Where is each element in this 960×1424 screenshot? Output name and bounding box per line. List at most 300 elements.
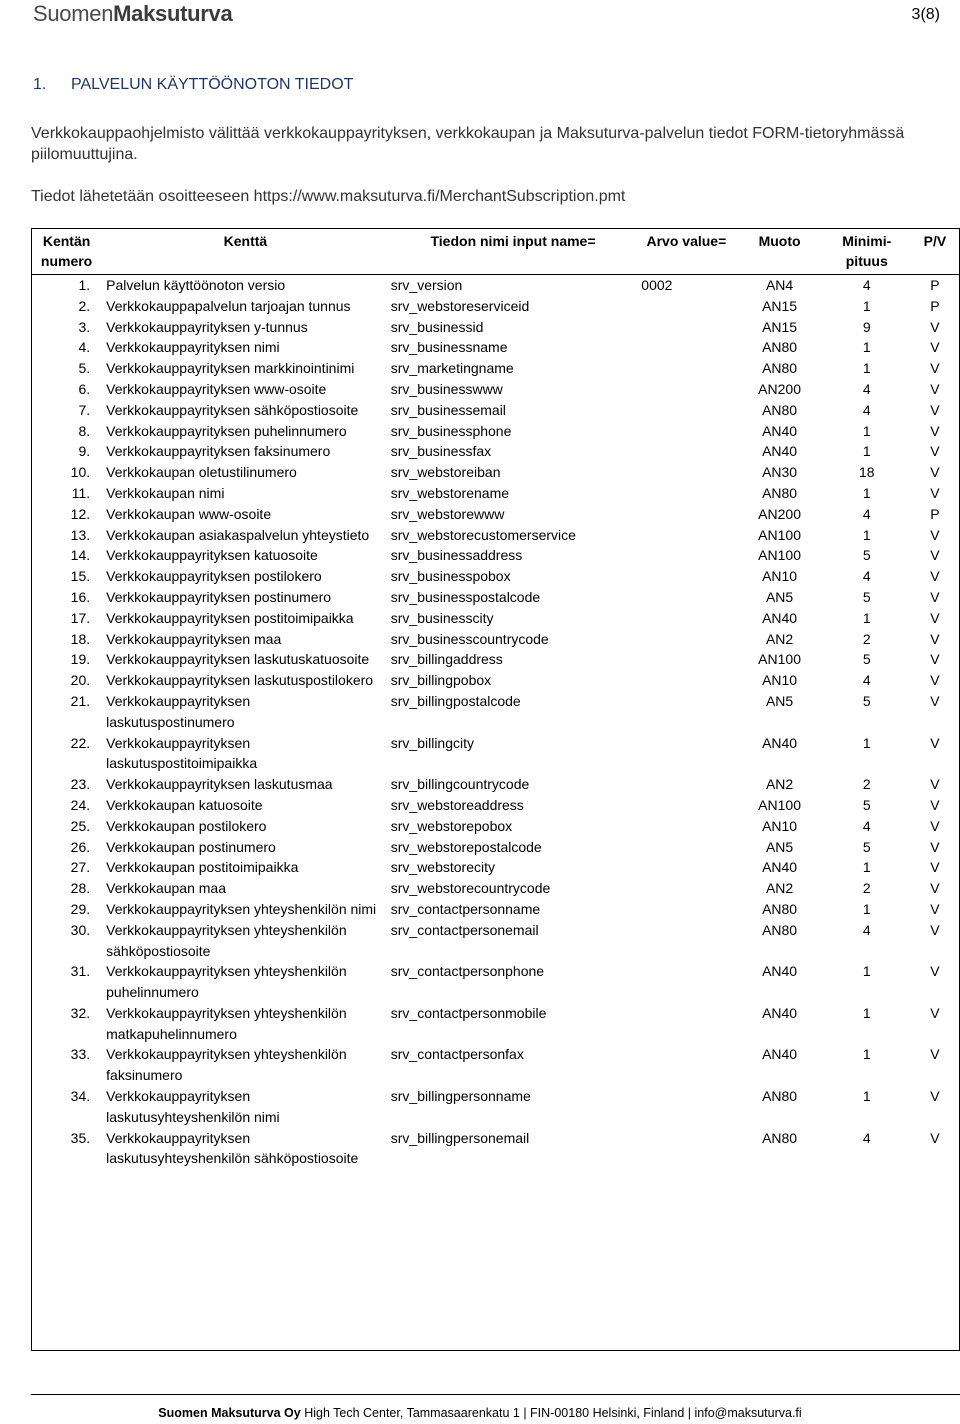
row-value <box>637 337 735 358</box>
row-input-name: srv_billingcountrycode <box>390 776 530 793</box>
row-field: Verkkokauppayrityksen nimi <box>106 339 280 356</box>
row-value <box>637 462 735 483</box>
row-value <box>637 296 735 317</box>
row-pv: V <box>930 1046 940 1063</box>
table-row <box>31 774 960 795</box>
row-value <box>637 837 735 858</box>
row-number: 6. <box>78 380 91 397</box>
table-row <box>31 483 960 504</box>
row-input-name: srv_businessfax <box>390 443 492 460</box>
row-pv: V <box>930 880 940 897</box>
header-format: Muoto <box>758 233 801 249</box>
table-row <box>31 608 960 629</box>
row-value <box>637 733 735 775</box>
row-minlen: 1 <box>862 339 871 356</box>
row-pv: V <box>930 609 940 626</box>
header-pv: P/V <box>923 233 947 249</box>
row-number: 24. <box>70 796 91 813</box>
row-format: AN5 <box>765 692 794 709</box>
row-input-name: srv_billingcity <box>390 734 474 751</box>
table-row <box>31 857 960 878</box>
row-minlen: 5 <box>862 651 871 668</box>
row-number: 19. <box>70 651 91 668</box>
row-field: Verkkokauppayrityksen puhelinnumero <box>106 422 347 439</box>
table-row <box>31 816 960 837</box>
row-number: 12. <box>70 505 91 522</box>
row-input-name: srv_businesscountrycode <box>390 630 549 647</box>
row-input-name: srv_billingaddress <box>390 651 503 668</box>
table-header-row <box>31 228 960 275</box>
table-body <box>31 275 960 1170</box>
row-field: Verkkokauppayrityksen postinumero <box>106 588 332 605</box>
row-value: 0002 <box>641 277 673 293</box>
row-pv: P <box>930 277 940 293</box>
row-field: Verkkokauppayrityksen katuosoite <box>106 547 318 564</box>
row-field: Palvelun käyttöönoton versio <box>106 277 286 293</box>
row-format: AN100 <box>758 526 801 543</box>
section-title: PALVELUN KÄYTTÖÖNOTON TIEDOT <box>71 76 354 93</box>
row-input-name: srv_webstorewww <box>390 505 505 522</box>
row-value <box>637 670 735 691</box>
footer-address: High Tech Center, Tammasaarenkatu 1 <box>304 1406 520 1420</box>
row-pv: V <box>930 568 940 585</box>
row-value <box>637 1044 735 1086</box>
row-format: AN2 <box>765 776 794 793</box>
row-pv: V <box>930 796 940 813</box>
row-input-name: srv_webstorename <box>390 484 510 501</box>
row-number: 7. <box>78 401 91 418</box>
row-format: AN200 <box>758 505 801 522</box>
logo-text-bold: Maksuturva <box>113 1 233 26</box>
row-minlen: 4 <box>862 921 871 938</box>
row-minlen: 4 <box>862 672 871 689</box>
table-row <box>31 733 960 775</box>
row-input-name: srv_version <box>390 277 463 293</box>
table-row <box>31 920 960 962</box>
row-value <box>637 795 735 816</box>
row-format: AN5 <box>765 588 794 605</box>
row-minlen: 4 <box>862 817 871 834</box>
row-pv: V <box>930 339 940 356</box>
row-value <box>637 1086 735 1128</box>
table-row <box>31 1003 960 1045</box>
row-pv: V <box>930 651 940 668</box>
row-pv: V <box>930 318 940 335</box>
table-row <box>31 649 960 670</box>
row-pv: V <box>930 817 940 834</box>
row-number: 11. <box>71 484 91 501</box>
row-field: Verkkokauppayrityksen postitoimipaikka <box>106 609 354 626</box>
row-field: Verkkokauppayrityksen yhteyshenkilön puhelinnumero <box>106 963 347 1001</box>
row-minlen: 9 <box>862 318 871 335</box>
row-number: 1. <box>78 277 91 293</box>
row-minlen: 4 <box>862 505 871 522</box>
row-format: AN30 <box>762 464 798 481</box>
row-input-name: srv_contactpersonmobile <box>390 1004 547 1021</box>
row-format: AN200 <box>758 380 801 397</box>
row-number: 22. <box>70 734 91 751</box>
row-number: 32. <box>70 1004 91 1021</box>
row-input-name: srv_webstorepobox <box>390 817 513 834</box>
table-row <box>31 462 960 483</box>
table-row <box>31 275 960 296</box>
logo <box>33 3 232 27</box>
row-format: AN40 <box>762 963 798 980</box>
page-number: 3(8) <box>911 6 940 23</box>
row-pv: V <box>930 360 940 377</box>
table-row <box>31 587 960 608</box>
row-format: AN80 <box>762 900 798 917</box>
row-value <box>637 525 735 546</box>
table-row <box>31 837 960 858</box>
row-pv: V <box>930 1004 940 1021</box>
table-row <box>31 545 960 566</box>
row-number: 3. <box>78 318 91 335</box>
row-value <box>637 317 735 338</box>
row-format: AN80 <box>762 921 798 938</box>
row-pv: V <box>930 380 940 397</box>
row-pv: V <box>930 838 940 855</box>
row-value <box>637 899 735 920</box>
row-value <box>637 691 735 733</box>
row-minlen: 1 <box>862 900 871 917</box>
row-input-name: srv_contactpersonphone <box>390 963 545 980</box>
row-minlen: 1 <box>862 443 871 460</box>
row-field: Verkkokaupan www-osoite <box>106 505 272 522</box>
row-format: AN10 <box>762 568 798 585</box>
row-field: Verkkokauppayrityksen yhteyshenkilön sähköpostiosoite <box>106 921 347 959</box>
row-input-name: srv_businessaddress <box>390 547 523 564</box>
row-input-name: srv_businessphone <box>390 422 512 439</box>
row-number: 15. <box>70 568 91 585</box>
row-minlen: 1 <box>862 609 871 626</box>
row-pv: V <box>930 630 940 647</box>
row-value <box>637 545 735 566</box>
row-number: 21. <box>70 692 91 709</box>
row-format: AN4 <box>765 277 794 293</box>
row-format: AN10 <box>762 817 798 834</box>
row-number: 35. <box>70 1129 91 1146</box>
row-minlen: 1 <box>862 1004 871 1021</box>
row-format: AN40 <box>762 859 798 876</box>
row-number: 10. <box>70 464 91 481</box>
row-format: AN2 <box>765 630 794 647</box>
row-input-name: srv_businesspobox <box>390 568 511 585</box>
row-input-name: srv_contactpersonfax <box>390 1046 524 1063</box>
row-value <box>637 1003 735 1045</box>
row-number: 18. <box>70 630 91 647</box>
row-format: AN40 <box>762 1004 798 1021</box>
row-value <box>637 441 735 462</box>
row-format: AN100 <box>758 796 801 813</box>
row-input-name: srv_webstorepostalcode <box>390 838 542 855</box>
row-number: 8. <box>78 422 91 439</box>
row-number: 34. <box>70 1088 91 1105</box>
row-pv: V <box>930 734 940 751</box>
row-value <box>637 629 735 650</box>
row-number: 25. <box>70 817 91 834</box>
row-input-name: srv_webstorecountrycode <box>390 880 551 897</box>
table-row <box>31 358 960 379</box>
row-field: Verkkokauppayrityksen laskutuspostinumero <box>106 692 251 730</box>
header-value: Arvo value= <box>646 233 727 249</box>
row-format: AN80 <box>762 401 798 418</box>
table-row <box>31 691 960 733</box>
row-input-name: srv_contactpersonemail <box>390 921 539 938</box>
row-field: Verkkokauppayrityksen laskutuskatuosoite <box>106 651 370 668</box>
table-row <box>31 379 960 400</box>
row-minlen: 5 <box>862 692 871 709</box>
row-value <box>637 421 735 442</box>
row-minlen: 5 <box>862 588 871 605</box>
row-format: AN100 <box>758 651 801 668</box>
row-format: AN10 <box>762 672 798 689</box>
row-value <box>637 608 735 629</box>
row-number: 17. <box>70 609 91 626</box>
row-minlen: 1 <box>862 734 871 751</box>
row-minlen: 1 <box>862 859 871 876</box>
table-row <box>31 296 960 317</box>
row-input-name: srv_webstorecity <box>390 859 496 876</box>
address-paragraph: Tiedot lähetetään osoitteeseen https://www.maksuturva.fi/MerchantSubscription.pmt <box>31 188 626 205</box>
row-number: 26. <box>70 838 91 855</box>
row-field: Verkkokaupan postitoimipaikka <box>106 859 299 876</box>
row-minlen: 1 <box>862 1046 871 1063</box>
table-row <box>31 878 960 899</box>
row-field: Verkkokaupan maa <box>106 880 226 897</box>
footer-sep-1: | <box>523 1406 527 1420</box>
row-field: Verkkokauppayrityksen laskutuspostitoimipaikka <box>106 734 258 772</box>
row-number: 31. <box>70 963 91 980</box>
row-pv: V <box>930 588 940 605</box>
row-minlen: 1 <box>862 1088 871 1105</box>
row-format: AN40 <box>762 422 798 439</box>
row-input-name: srv_billingpobox <box>390 672 492 689</box>
row-number: 20. <box>70 672 91 689</box>
row-format: AN80 <box>762 1129 798 1146</box>
row-field: Verkkokauppayrityksen sähköpostiosoite <box>106 401 359 418</box>
row-input-name: srv_businesscity <box>390 609 494 626</box>
row-format: AN80 <box>762 1088 798 1105</box>
row-pv: V <box>930 859 940 876</box>
row-pv: V <box>930 672 940 689</box>
row-value <box>637 649 735 670</box>
table-row <box>31 1044 960 1086</box>
row-minlen: 4 <box>862 380 871 397</box>
row-format: AN80 <box>762 339 798 356</box>
row-value <box>637 1128 735 1170</box>
row-pv: V <box>930 1129 940 1146</box>
footer-sep-2: | <box>687 1406 692 1420</box>
table-row <box>31 525 960 546</box>
row-input-name: srv_billingpersonemail <box>390 1129 530 1146</box>
row-format: AN100 <box>758 547 801 564</box>
row-minlen: 1 <box>862 526 871 543</box>
row-field: Verkkokaupan nimi <box>106 484 225 501</box>
row-field: Verkkokaupan oletustilinumero <box>106 464 297 481</box>
row-number: 33. <box>70 1046 91 1063</box>
row-field: Verkkokauppayrityksen www-osoite <box>106 380 327 397</box>
row-minlen: 2 <box>862 880 871 897</box>
row-number: 30. <box>70 921 91 938</box>
row-number: 16. <box>70 588 91 605</box>
row-pv: V <box>930 464 940 481</box>
row-minlen: 2 <box>862 776 871 793</box>
table-row <box>31 566 960 587</box>
logo-text-light: Suomen <box>33 1 114 26</box>
row-pv: V <box>930 547 940 564</box>
table-row <box>31 504 960 525</box>
row-field: Verkkokauppayrityksen postilokero <box>106 568 322 585</box>
row-format: AN40 <box>762 734 798 751</box>
row-minlen: 18 <box>858 464 875 481</box>
table-row <box>31 629 960 650</box>
row-format: AN40 <box>762 1046 798 1063</box>
row-input-name: srv_webstoreaddress <box>390 796 524 813</box>
row-pv: P <box>930 297 940 314</box>
row-input-name: srv_billingpersonname <box>390 1088 531 1105</box>
row-pv: V <box>930 921 940 938</box>
row-format: AN5 <box>765 838 794 855</box>
fields-table <box>31 228 960 1169</box>
table-row <box>31 795 960 816</box>
row-input-name: srv_marketingname <box>390 360 514 377</box>
row-minlen: 4 <box>862 568 871 585</box>
row-field: Verkkokauppapalvelun tarjoajan tunnus <box>106 297 351 314</box>
header-input: Tiedon nimi input name= <box>430 233 596 249</box>
row-value <box>637 504 735 525</box>
table-row <box>31 670 960 691</box>
row-format: AN40 <box>762 609 798 626</box>
table-row <box>31 441 960 462</box>
row-field: Verkkokauppayrityksen markkinointinimi <box>106 360 355 377</box>
footer-postal: FIN-00180 Helsinki, Finland <box>530 1406 685 1420</box>
row-format: AN15 <box>762 318 798 335</box>
row-field: Verkkokauppayrityksen yhteyshenkilön nimi <box>106 900 377 917</box>
table-row <box>31 961 960 1003</box>
row-pv: P <box>930 505 940 522</box>
row-minlen: 5 <box>862 547 871 564</box>
table-row <box>31 317 960 338</box>
row-pv: V <box>930 526 940 543</box>
row-value <box>637 400 735 421</box>
row-number: 9. <box>78 443 91 460</box>
row-input-name: srv_webstoreserviceid <box>390 297 530 314</box>
table-row <box>31 1086 960 1128</box>
footer-company: Suomen Maksuturva Oy <box>158 1406 301 1420</box>
row-number: 5. <box>78 360 91 377</box>
row-number: 14. <box>70 547 91 564</box>
row-minlen: 5 <box>862 796 871 813</box>
row-input-name: srv_contactpersonname <box>390 900 541 917</box>
table-row <box>31 337 960 358</box>
row-format: AN80 <box>762 484 798 501</box>
row-value <box>637 816 735 837</box>
row-format: AN80 <box>762 360 798 377</box>
table-row <box>31 400 960 421</box>
row-pv: V <box>930 1088 940 1105</box>
row-pv: V <box>930 443 940 460</box>
row-input-name: srv_businesswww <box>390 380 503 397</box>
row-minlen: 1 <box>862 360 871 377</box>
table-row <box>31 421 960 442</box>
row-minlen: 2 <box>862 630 871 647</box>
row-format: AN40 <box>762 443 798 460</box>
row-input-name: srv_billingpostalcode <box>390 692 521 709</box>
row-number: 4. <box>78 339 91 356</box>
row-field: Verkkokauppayrityksen laskutusmaa <box>106 776 333 793</box>
row-format: AN2 <box>765 880 794 897</box>
section-number: 1. <box>33 76 47 93</box>
row-value <box>637 920 735 962</box>
row-value <box>637 587 735 608</box>
row-field: Verkkokauppayrityksen y-tunnus <box>106 318 308 335</box>
row-minlen: 1 <box>862 963 871 980</box>
row-pv: V <box>930 776 940 793</box>
row-field: Verkkokauppayrityksen maa <box>106 630 282 647</box>
row-input-name: srv_webstorecustomerservice <box>390 526 576 543</box>
row-number: 29. <box>70 900 91 917</box>
row-input-name: srv_businessemail <box>390 401 506 418</box>
footer-email: info@maksuturva.fi <box>694 1406 802 1420</box>
row-value <box>637 483 735 504</box>
row-field: Verkkokauppayrityksen yhteyshenkilön faksinumero <box>106 1046 347 1084</box>
row-field: Verkkokaupan postinumero <box>106 838 276 855</box>
row-minlen: 4 <box>862 277 871 293</box>
table-row <box>31 1128 960 1170</box>
row-input-name: srv_businessid <box>390 318 484 335</box>
row-value <box>637 358 735 379</box>
row-minlen: 5 <box>862 838 871 855</box>
footer-divider <box>31 1394 960 1395</box>
row-value <box>637 878 735 899</box>
row-minlen: 1 <box>862 297 871 314</box>
intro-paragraph: Verkkokauppaohjelmisto välittää verkkokauppayrityksen, verkkokaupan ja Maksuturva-palvelun tiedot FORM-tietoryhmässä piilomuuttujina. <box>31 125 905 163</box>
row-number: 2. <box>78 297 91 314</box>
row-minlen: 1 <box>862 484 871 501</box>
row-input-name: srv_webstoreiban <box>390 464 501 481</box>
row-field: Verkkokauppayrityksen laskutusyhteyshenkilön nimi <box>106 1088 280 1125</box>
row-field: Verkkokauppayrityksen yhteyshenkilön matkapuhelinnumero <box>106 1004 347 1042</box>
section-heading <box>33 76 353 94</box>
row-minlen: 1 <box>862 422 871 439</box>
row-field: Verkkokaupan katuosoite <box>106 796 263 813</box>
row-field: Verkkokaupan postilokero <box>106 817 267 834</box>
row-value <box>637 774 735 795</box>
row-value <box>637 857 735 878</box>
row-number: 13. <box>70 526 91 543</box>
row-field: Verkkokauppayrityksen faksinumero <box>106 443 331 460</box>
table-row <box>31 899 960 920</box>
row-pv: V <box>930 900 940 917</box>
footer <box>0 1406 960 1420</box>
row-field: Verkkokauppayrityksen laskutusyhteyshenkilön sähköpostiosoite <box>106 1129 359 1167</box>
row-number: 27. <box>70 859 91 876</box>
row-value <box>637 961 735 1003</box>
row-pv: V <box>930 692 940 709</box>
row-minlen: 4 <box>862 401 871 418</box>
row-value <box>637 566 735 587</box>
header-minlen: Minimi-pituus <box>842 233 892 269</box>
row-pv: V <box>930 401 940 418</box>
row-field: Verkkokaupan asiakaspalvelun yhteystieto <box>106 526 370 543</box>
row-number: 28. <box>70 880 91 897</box>
row-minlen: 4 <box>862 1129 871 1146</box>
row-input-name: srv_businessname <box>390 339 508 356</box>
row-value <box>637 379 735 400</box>
row-field: Verkkokauppayrityksen laskutuspostilokero <box>106 672 374 689</box>
row-pv: V <box>930 422 940 439</box>
